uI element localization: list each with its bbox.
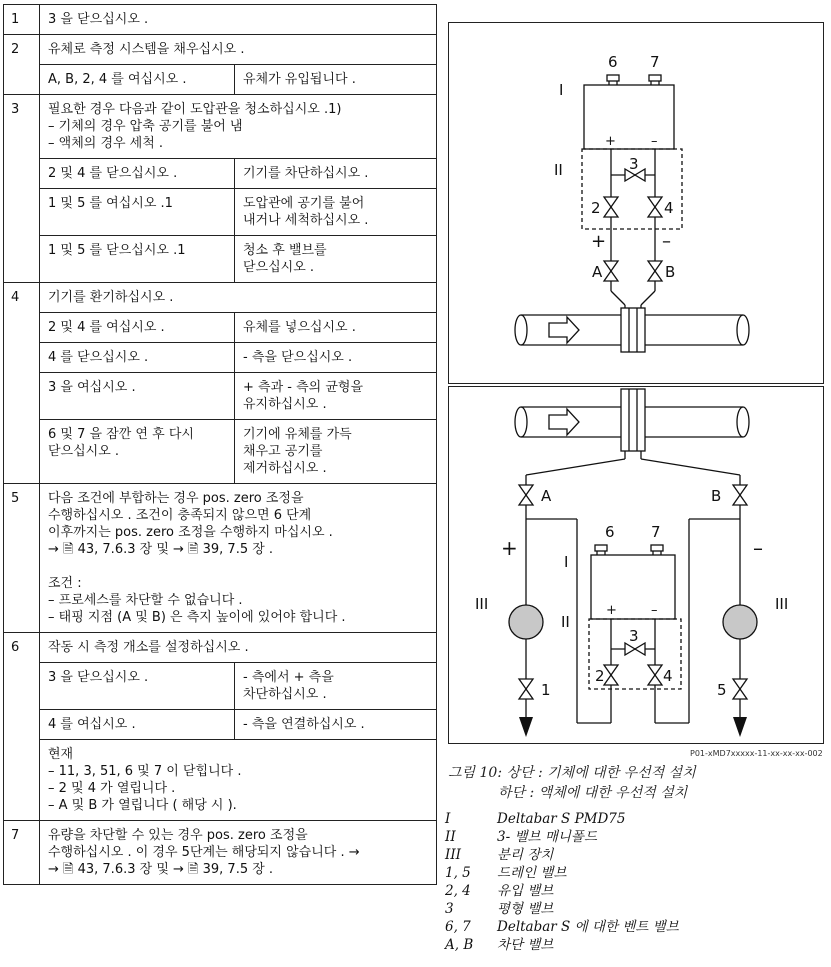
gas-installation-diagram [449,23,823,383]
sub-step-line: 차단하십시오 . [243,687,327,702]
sub-step-row [40,662,436,709]
legend-item [445,846,825,864]
figure-gas-installation [448,22,824,384]
step-row [3,95,437,283]
step-text [40,283,436,312]
label-vent-7: 7 [651,523,661,541]
legend-item [445,900,825,918]
sub-step-line: 내거나 세척하십시오 . [243,213,369,228]
step-text-line [48,558,428,575]
sub-step-result [235,189,436,235]
sub-step-line: - 측을 닫으십시오 . [243,350,353,365]
step-text-line: 조건 : [48,576,82,591]
label-device-minus: – [651,134,658,149]
sub-step-action [40,313,235,342]
sub-step-line: 기기를 차단하십시오 . [243,166,369,181]
sub-step-line: 2 및 4 를 여십시오 . [48,320,165,335]
step-text-line: – 프로세스를 차단할 수 없습니다 . [48,593,243,608]
caption-line-1: 그림 10: 상단 : 기체에 대한 우선적 설치 [448,765,696,781]
sub-step-action [40,373,235,419]
step-text [40,95,436,158]
label-valve-5: 5 [717,681,727,699]
figure-legend [445,810,825,954]
step-number: 3 [4,95,40,282]
sub-step-line: - 측에서 + 측을 [243,670,334,685]
sub-step-action [40,343,235,372]
step-number: 4 [4,283,40,483]
sub-step-line: 채우고 공기를 [243,444,323,459]
legend-key: 3 [445,901,454,917]
legend-key: 2, 4 [445,883,471,899]
sub-step-line: 2 및 4 를 닫으십시오 . [48,166,178,181]
step-text-line: – 태핑 지점 (A 및 B) 은 측지 높이에 있어야 합니다 . [48,610,346,625]
sub-step-action [40,710,235,739]
sub-step-result [235,373,436,419]
label-valve-2: 2 [595,667,605,685]
legend-value: 평형 밸브 [497,901,554,917]
step-row [3,5,437,35]
sub-step-line: 제거하십시오 . [243,461,327,476]
figure-liquid-installation [448,386,824,744]
sub-step-line: 닫으십시오 . [243,260,315,275]
label-valve-1: 1 [541,681,551,699]
legend-item [445,918,825,936]
step-note-line: 현재 [48,747,74,762]
sub-step-result [235,420,436,483]
step-number: 2 [4,35,40,94]
sub-step-line: 4 를 여십시오 . [48,717,136,732]
sub-step-action [40,236,235,282]
step-text-line: 수행하십시오 . 조건이 충족되지 않으면 6 단계 [48,508,312,523]
sub-step-line: + 측과 - 측의 균형을 [243,380,364,395]
label-valve-3: 3 [629,627,639,645]
sub-step-row [40,235,436,282]
label-separator-left: III [475,595,489,613]
sub-step-result [235,236,436,282]
label-plus-side: + [501,536,518,560]
step-number: 1 [4,5,40,34]
step-text-line: → 🗎 43, 7.6.3 장 및 → 🗎 39, 7.5 장 . [48,862,274,877]
label-device-plus: + [606,603,617,618]
sub-step-line: 청소 후 밸브를 [243,243,327,258]
label-vent-6: 6 [605,523,615,541]
step-text [40,633,436,662]
sub-step-row [40,419,436,483]
step-text [40,821,436,884]
step-note-line: – A 및 B 가 열립니다 ( 해당 시 ). [48,798,237,813]
sub-step-line: 유체가 유입됩니다 . [243,72,356,87]
sub-step-result [235,159,436,188]
sub-step-result [235,65,436,94]
legend-value: Deltabar S PMD75 [497,811,626,827]
step-number: 6 [4,633,40,820]
step-text-line: 필요한 경우 다음과 같이 도압관을 청소하십시오 .1) [48,102,342,117]
label-valve-a: A [592,263,603,281]
sub-step-line: 3 을 여십시오 . [48,380,136,395]
liquid-installation-diagram [449,387,823,743]
sub-step-row [40,312,436,342]
label-valve-4: 4 [663,667,673,685]
legend-key: 6, 7 [445,919,471,935]
legend-key: 1, 5 [445,865,471,881]
sub-step-line: 기기에 유체를 가득 [243,427,352,442]
step-text-line: 기기를 환기하십시오 . [48,290,174,305]
sub-step-result [235,663,436,709]
label-valve-3: 3 [629,155,639,173]
label-separator-right: III [775,595,789,613]
legend-item [445,882,825,900]
step-row [3,821,437,885]
legend-value: 차단 밸브 [497,937,554,953]
caption-line-2: 하단 : 액체에 대한 우선적 설치 [498,785,688,801]
sub-step-line: A, B, 2, 4 를 여십시오 . [48,72,187,87]
sub-step-line: - 측을 연결하십시오 . [243,717,365,732]
step-row [3,633,437,821]
sub-step-line: 6 및 7 을 잠깐 연 후 다시 [48,427,194,442]
sub-step-row [40,342,436,372]
label-manifold: II [561,613,570,631]
legend-value: 유입 밸브 [497,883,554,899]
legend-key: I [445,811,451,827]
sub-step-action [40,65,235,94]
sub-step-action [40,420,235,483]
legend-value: 드레인 밸브 [497,865,567,881]
legend-key: A, B [445,937,474,953]
sub-step-row [40,188,436,235]
step-text-line: 유량을 차단할 수 있는 경우 pos. zero 조정을 [48,828,308,843]
label-device-minus: – [651,603,658,618]
step-text-line: 이후까지는 pos. zero 조정을 수행하지 마십시오 . [48,525,333,540]
step-text-line: → 🗎 43, 7.6.3 장 및 → 🗎 39, 7.5 장 . [48,542,274,557]
step-row [3,484,437,633]
label-minus-side: – [753,536,763,560]
sub-step-action [40,663,235,709]
sub-step-line: 1 및 5 를 닫으십시오 .1 [48,243,186,258]
legend-key: II [445,829,456,845]
legend-item [445,810,825,828]
label-device: I [559,81,564,99]
sub-step-line: 닫으십시오 . [48,444,120,459]
step-text-line: – 액체의 경우 세척 . [48,136,164,151]
label-device: I [564,553,569,571]
sub-step-row [40,372,436,419]
sub-step-action [40,159,235,188]
label-plus-side: + [591,231,607,252]
sub-step-line: 유체를 넣으십시오 . [243,320,356,335]
label-valve-4: 4 [664,199,674,217]
step-text-line: 3 을 닫으십시오 . [48,12,149,27]
sub-step-result [235,343,436,372]
sub-step-line: 3 을 닫으십시오 . [48,670,149,685]
label-valve-2: 2 [591,199,601,217]
step-note-line: – 2 및 4 가 열립니다 . [48,781,176,796]
figure-caption [448,762,696,802]
procedure-table [3,4,437,885]
sub-step-result [235,313,436,342]
label-vent-6: 6 [608,53,618,71]
sub-step-line: 유지하십시오 . [243,397,327,412]
legend-value: Deltabar S 에 대한 벤트 밸브 [497,919,679,935]
label-valve-a: A [541,487,552,505]
figure-code: P01-xMD7xxxxx-11-xx-xx-xx-002 [690,749,823,758]
legend-item [445,828,825,846]
label-device-plus: + [605,134,616,149]
legend-item [445,864,825,882]
step-text-line: 유체로 측정 시스템을 채우십시오 . [48,42,245,57]
sub-step-row [40,709,436,739]
label-vent-7: 7 [650,53,660,71]
sub-step-result [235,710,436,739]
step-row [3,283,437,484]
label-valve-b: B [665,263,676,281]
sub-step-line: 1 및 5 를 여십시오 .1 [48,196,173,211]
step-text [40,5,436,34]
legend-item [445,936,825,954]
label-minus-side: – [662,231,671,252]
sub-step-action [40,189,235,235]
step-text [40,484,436,632]
sub-step-row [40,158,436,188]
step-number: 5 [4,484,40,632]
step-text-line: 다음 조건에 부합하는 경우 pos. zero 조정을 [48,491,304,506]
legend-value: 3- 밸브 매니폴드 [497,829,597,845]
sub-step-line: 4 를 닫으십시오 . [48,350,149,365]
step-text-line: 수행하십시오 . 이 경우 5단계는 해당되지 않습니다 . → [48,845,360,860]
step-note-line: – 11, 3, 51, 6 및 7 이 닫힙니다 . [48,764,242,779]
sub-step-row [40,64,436,94]
step-note [40,739,436,820]
legend-key: III [445,847,461,863]
step-text-line: – 기체의 경우 압축 공기를 불어 냄 [48,119,243,134]
sub-step-line: 도압관에 공기를 불어 [243,196,365,211]
label-valve-b: B [711,487,722,505]
step-text-line: 작동 시 측정 개소를 설정하십시오 . [48,640,249,655]
step-number: 7 [4,821,40,884]
label-manifold: II [554,161,563,179]
step-row [3,35,437,95]
step-text [40,35,436,64]
legend-value: 분리 장치 [497,847,554,863]
